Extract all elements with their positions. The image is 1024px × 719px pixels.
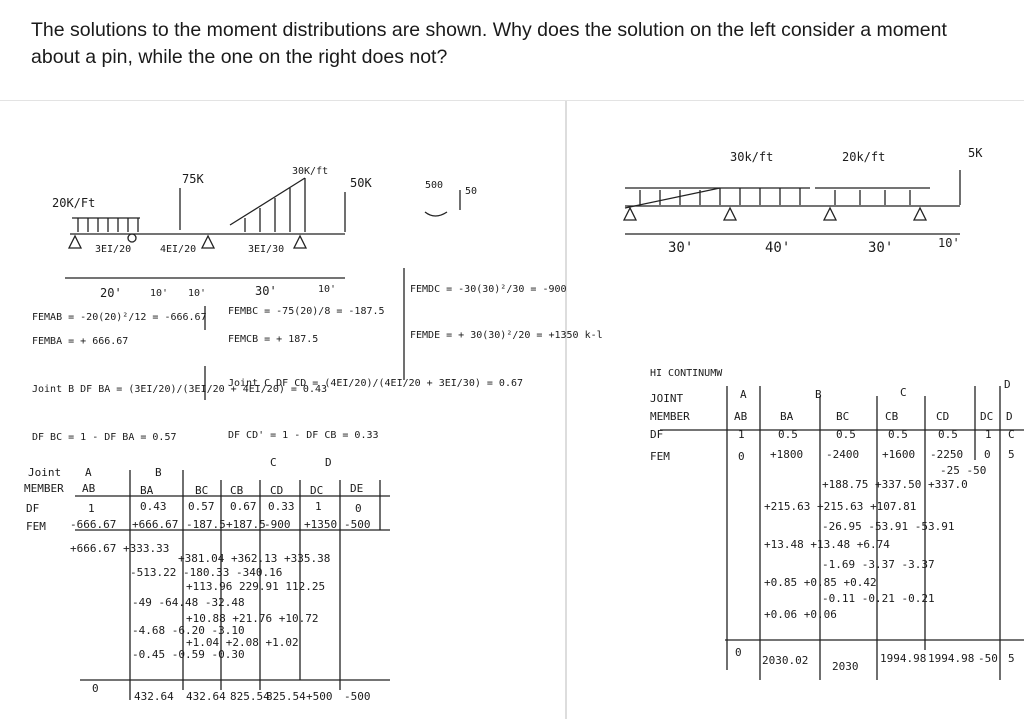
left-fem-ab: FEMAB = -20(20)²/12 = -666.67 [32,312,207,323]
right-joint-d: D [1004,378,1011,391]
left-df-dc-val: 1 [315,500,322,513]
left-row-7: -4.68 -6.20 -3.10 [132,624,245,637]
left-member-dc: DC [310,484,324,497]
left-df-ba: Joint B DF BA = (3EI/20)/(3EI/20 + 4EI/20) = 0.43 [32,384,328,395]
left-row-9: -0.45 -0.59 -0.30 [132,648,245,661]
left-total-de: -500 [344,690,371,703]
left-fem-dc-val: +1350 [304,518,338,531]
left-load-uniform: 20K/Ft [52,196,96,210]
left-df-cd-prime: DF CD' = 1 - DF CB = 0.33 [228,430,379,441]
right-title: HI CONTINUMW [650,368,723,379]
right-span-2: 40' [765,240,791,256]
right-member-ab: AB [734,410,748,423]
right-fem-ab: 0 [738,450,745,463]
left-df-cb-val: 0.67 [230,500,257,513]
left-load-point-75k: 75K [182,172,204,186]
left-fem-ab-val: -666.67 [70,518,117,531]
right-fem-d: 5 [1008,448,1015,461]
right-df-label: DF [650,428,664,441]
right-load-1: 30k/ft [730,150,774,164]
left-joint-c: C [270,456,277,469]
left-total-ab: 0 [92,682,99,695]
left-row-4: +113.96 229.91 112.25 [186,580,326,593]
question-text: The solutions to the moment distributions are shown. Why does the solution on the left consider a moment about a pin, while the one on the right does not? [31,19,947,68]
left-df-cd-val: 0.33 [268,500,295,513]
left-member-cd-stiffness: 3EI/30 [248,244,285,255]
right-row-9: +0.06 +0.06 [764,608,837,621]
right-df-d: C [1008,428,1015,441]
right-fem-ba: +1800 [770,448,804,461]
right-df-bc: 0.5 [836,428,856,441]
left-table-joint-label: Joint [28,466,62,479]
left-member-label: MEMBER [24,482,64,495]
right-total-ba: 2030.02 [762,654,809,667]
left-df-cd: Joint C DF CD = (4EI/20)/(4EI/20 + 3EI/30) = 0.67 [228,378,524,389]
right-member-dc: DC [980,410,994,423]
left-df-ba-val: 0.43 [140,500,167,513]
left-span-3: 10' [188,288,207,299]
right-member-cb: CB [885,410,899,423]
left-member-bc: BC [195,484,209,497]
left-df-bc-val: 0.57 [188,500,215,513]
right-joint-label: JOINT [650,392,684,405]
left-joint-b: B [155,466,162,479]
left-span-2: 10' [150,288,169,299]
right-fem-bc: -2400 [826,448,860,461]
right-load-2: 20k/ft [842,150,886,164]
left-df-bc: DF BC = 1 - DF BA = 0.57 [32,432,177,443]
right-df-ab: 1 [738,428,745,441]
left-fem-de-val: -500 [344,518,371,531]
right-row-7: +0.85 +0.85 +0.42 [764,576,877,589]
right-member-cd: CD [936,410,950,423]
left-fem-label: FEM [26,520,46,533]
right-load-3: 5K [968,146,983,160]
left-total-dc: +500 [306,690,333,703]
left-fem-cb: FEMCB = + 187.5 [228,334,319,345]
right-fem-label: FEM [650,450,670,463]
left-df-ab: 1 [88,502,95,515]
right-row-2: +188.75 +337.50 +337.0 [822,478,968,491]
right-df-cd: 0.5 [938,428,958,441]
left-span-4: 30' [255,284,277,298]
left-member-cb: CB [230,484,244,497]
left-row-2: +381.04 +362.13 +335.38 [178,552,331,565]
left-moment-500: 500 [425,180,444,191]
right-row-6: -1.69 -3.37 -3.37 [822,558,935,571]
left-total-bc: 432.64 [186,690,226,703]
right-fem-cb: +1600 [882,448,916,461]
right-df-dc: 1 [985,428,992,441]
right-row-3: +215.63 +215.63 +107.81 [764,500,917,513]
right-total-dc: -50 [978,652,998,665]
right-total-ab: 0 [735,646,742,659]
left-total-ba: 432.64 [134,690,174,703]
right-fem-dc: 0 [984,448,991,461]
left-row-5: -49 -64.48 -32.48 [132,596,245,609]
left-member-ab: AB [82,482,96,495]
left-load-triangular: 30K/ft [292,166,329,177]
right-span-1: 30' [668,240,694,256]
left-fem-de: FEMDE = + 30(30)²/20 = +1350 k-l [410,330,603,341]
right-total-d: 5 [1008,652,1015,665]
left-total-cd: 825.54 [266,690,306,703]
left-joint-a: A [85,466,92,479]
left-fem-bc-val: -187.5 [186,518,226,531]
left-force-50: 50 [465,186,478,197]
right-df-ba: 0.5 [778,428,798,441]
left-span-5: 10' [318,284,337,295]
left-member-bc-stiffness: 4EI/20 [160,244,197,255]
right-df-cb: 0.5 [888,428,908,441]
right-row-8: -0.11 -0.21 -0.21 [822,592,935,605]
right-joint-a: A [740,388,747,401]
right-total-cd: 1994.98 [928,652,975,665]
left-fem-ba-val: +666.67 [132,518,179,531]
left-joint-d: D [325,456,332,469]
right-fem-cd: -2250 [930,448,964,461]
right-member-label: MEMBER [650,410,690,423]
left-row-8: +1.04 +2.08 +1.02 [186,636,299,649]
left-span-1: 20' [100,286,122,300]
right-row-1: -25 -50 [940,464,987,477]
left-row-3: -513.22 -180.33 -340.16 [130,566,283,579]
right-member-bc: BC [836,410,850,423]
right-span-4: 10' [938,236,960,250]
left-member-ab-stiffness: 3EI/20 [95,244,132,255]
right-total-bc: 2030 [832,660,859,673]
right-total-cb: 1994.98 [880,652,927,665]
left-fem-cb-val: +187.5 [226,518,266,531]
right-span-3: 30' [868,240,894,256]
left-fem-ba: FEMBA = + 666.67 [32,336,129,347]
left-df-de-val: 0 [355,502,362,515]
right-member-d: D [1006,410,1013,423]
left-fem-bc: FEMBC = -75(20)/8 = -187.5 [228,306,385,317]
right-row-4: -26.95 -53.91 -53.91 [822,520,955,533]
left-member-cd: CD [270,484,284,497]
left-fem-cd-val: -900 [264,518,291,531]
left-fem-dc: FEMDC = -30(30)²/30 = -900 [410,284,567,295]
left-total-cb: 825.54 [230,690,270,703]
right-joint-c: C [900,386,907,399]
left-row-6: +10.88 +21.76 +10.72 [186,612,319,625]
left-member-de: DE [350,482,364,495]
right-joint-b: B [815,388,822,401]
left-member-ba: BA [140,484,154,497]
left-load-point-50k: 50K [350,176,372,190]
left-row-1: +666.67 +333.33 [70,542,170,555]
left-df-label: DF [26,502,40,515]
right-row-5: +13.48 +13.48 +6.74 [764,538,890,551]
right-member-ba: BA [780,410,794,423]
